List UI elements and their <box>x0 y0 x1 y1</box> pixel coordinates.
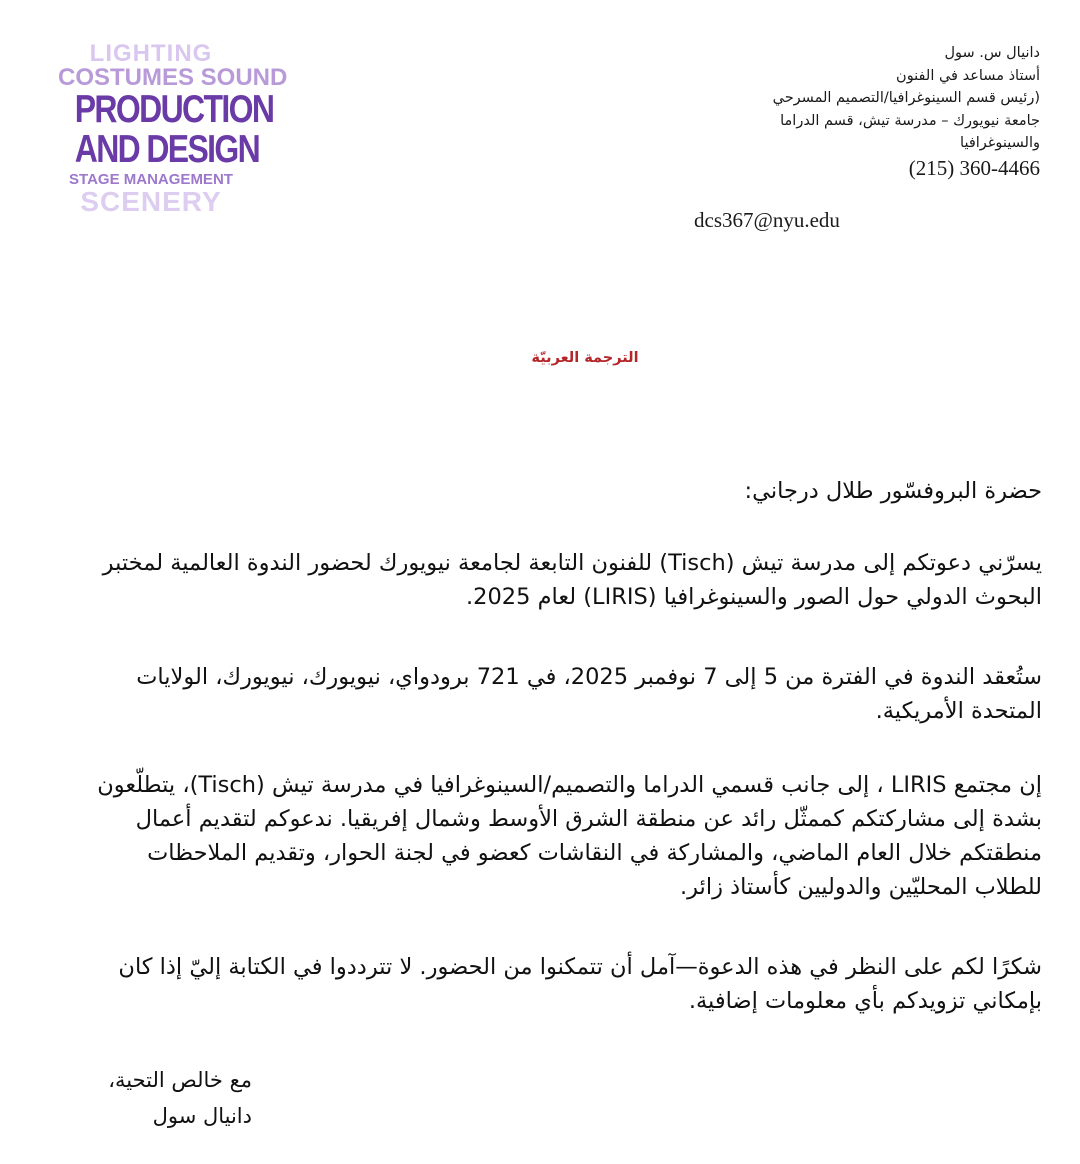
sender-role: (رئيس قسم السينوغرافيا/التصميم المسرحي <box>772 90 1040 106</box>
sender-phone: (215) 360-4466 <box>908 155 1040 180</box>
logo-text-scenery: SCENERY <box>80 186 222 217</box>
sender-institution-cont: والسينوغرافيا <box>960 135 1040 151</box>
logo-text-lighting: LIGHTING <box>89 40 213 67</box>
logo-text-costumes-sound: COSTUMES SOUND <box>58 64 288 91</box>
sender-institution: جامعة نيويورك – مدرسة تيش، قسم الدراما <box>780 112 1040 129</box>
paragraph-invitation: يسرّني دعوتكم إلى مدرسة تيش (Tisch) للفنون التابعة لجامعة نيويورك لحضور الندوة العالمية لمختبر البحوث الدولي حول الصور والسينوغرافيا (LIRIS) لعام 2025. <box>102 550 1042 610</box>
salutation: حضرة البروفسّور طلال درجاني: <box>744 478 1042 504</box>
closing-phrase: مع خالص التحية، <box>108 1068 252 1092</box>
sender-name: دانيال س. سول <box>944 45 1040 61</box>
paragraph-dates-location: ستُعقد الندوة في الفترة من 5 إلى 7 نوفمبر 2025، في 721 برودواي، نيويورك، نيويورك، الولايات المتحدة الأمريكية. <box>136 664 1042 724</box>
closing-block <box>52 1062 252 1134</box>
logo-text-stage-management: STAGE MANAGEMENT <box>69 171 233 188</box>
sender-email: dcs367@nyu.edu <box>694 208 840 232</box>
paragraph-participation: إن مجتمع LIRIS ، إلى جانب قسمي الدراما والتصميم/السينوغرافيا في مدرسة تيش (Tisch)، يتطلّعون بشدة إلى مشاركتكم كممثّل رائد عن منطقة الشرق الأوسط وشمال إفريقيا. ندعوكم لتقديم أعمال منطقتكم خلال العام الماضي، والمشاركة في النقاشات كعضو في لجنة الحوار، وتقديم الملاحظات للطلاب المحليّين والدوليين كأستاذ زائر. <box>97 772 1042 900</box>
paragraph-thanks: شكرًا لكم على النظر في هذه الدعوة—آمل أن تتمكنوا من الحضور. لا تترددوا في الكتابة إليّ إذا كان بإمكاني تزويدكم بأي معلومات إضافية. <box>118 954 1042 1014</box>
sender-title: أستاذ مساعد في الفنون <box>896 67 1040 84</box>
logo-text-production: PRODUCTION <box>74 88 274 131</box>
signature-name: دانيال سول <box>152 1104 252 1128</box>
sender-block <box>620 42 1040 181</box>
translation-title: الترجمة العربيّة <box>531 350 639 366</box>
logo-text-and-design: AND DESIGN <box>74 128 260 171</box>
production-design-logo <box>58 36 288 222</box>
